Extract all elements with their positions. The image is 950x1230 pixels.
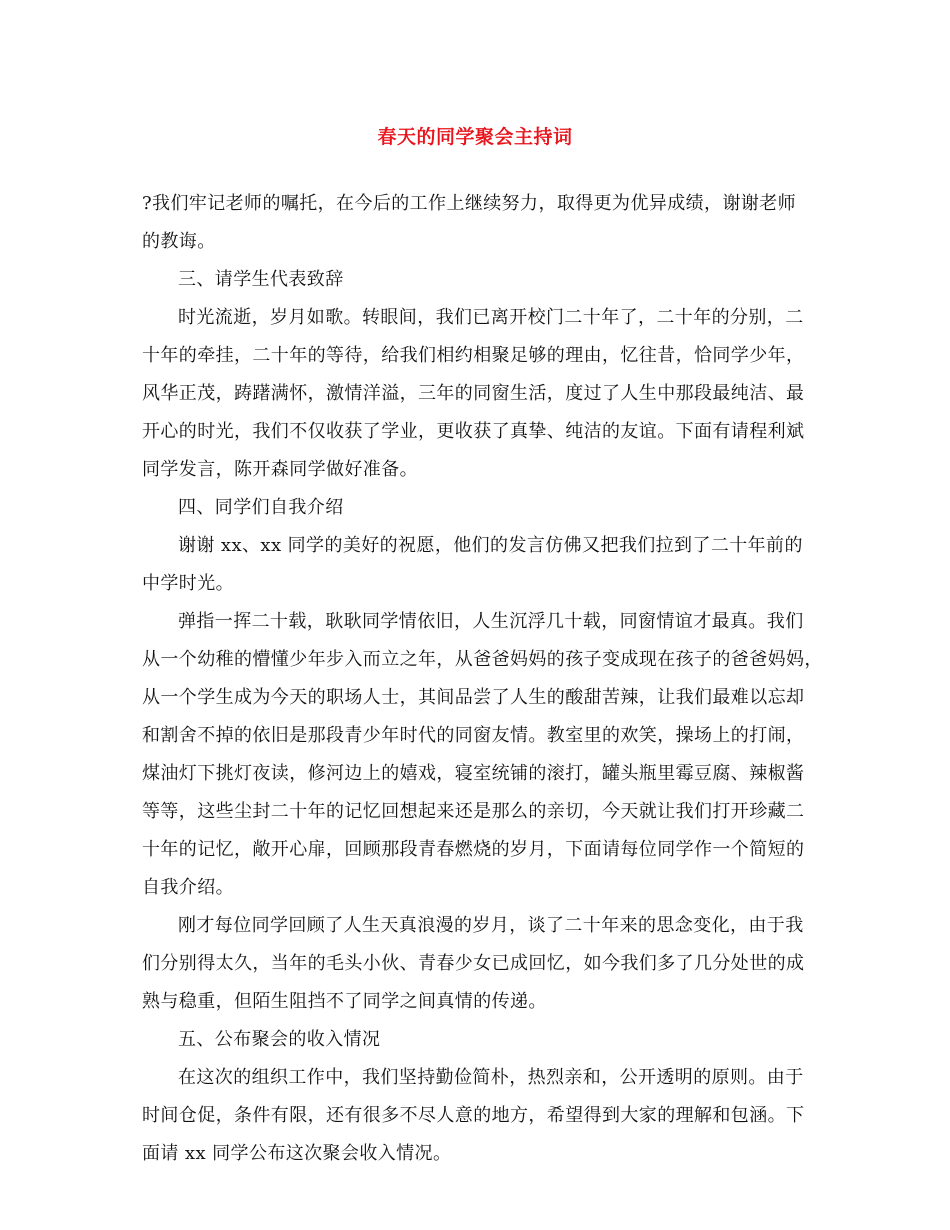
text-line: 时光流逝，岁月如歌。转眼间，我们已离开校门二十年了，二十年的分别，二	[178, 307, 804, 328]
text-line: 从一个学生成为今天的职场人士，其间品尝了人生的酸甜苦辣，让我们最难以忘却	[142, 687, 805, 708]
text-line: 们分别得太久，当年的毛头小伙、青春少女已成回忆，如今我们多了几分处世的成	[142, 953, 805, 974]
text-line: 中学时光。	[142, 573, 234, 594]
text-line: 熟与稳重，但陌生阻挡不了同学之间真情的传递。	[142, 991, 547, 1012]
document-title: 春天的同学聚会主持词	[377, 126, 573, 148]
text-line: 和割舍不掉的依旧是那段青少年时代的同窗友情。教室里的欢笑，操场上的打闹，	[142, 725, 805, 746]
text-line: 十年的记忆，敞开心扉，回顾那段青春燃烧的岁月，下面请每位同学作一个简短的	[142, 839, 805, 860]
text-line: 开心的时光，我们不仅收获了学业，更收获了真挚、纯洁的友谊。下面有请程利斌	[142, 421, 805, 442]
text-line: 煤油灯下挑灯夜读，修河边上的嬉戏，寝室统铺的滚打，罐头瓶里霉豆腐、辣椒酱	[142, 763, 805, 784]
text-line: 自我介绍。	[142, 877, 234, 898]
text-line: 的教诲。	[142, 231, 216, 252]
text-line: 十年的牵挂，二十年的等待，给我们相约相聚足够的理由，忆往昔，恰同学少年，	[142, 345, 805, 366]
text-line: 谢谢 xx、xx 同学的美好的祝愿，他们的发言仿佛又把我们拉到了二十年前的	[178, 535, 803, 556]
text-line: 时间仓促，条件有限，还有很多不尽人意的地方，希望得到大家的理解和包涵。下	[142, 1105, 805, 1126]
document-body	[142, 185, 823, 1173]
text-line: 四、同学们自我介绍	[178, 497, 344, 518]
text-line: 风华正茂，踌躇满怀，激情洋溢，三年的同窗生活，度过了人生中那段最纯洁、最	[142, 383, 805, 404]
text-line: 在这次的组织工作中，我们坚持勤俭简朴，热烈亲和，公开透明的原则。由于	[178, 1067, 804, 1088]
text-line: 同学发言，陈开森同学做好准备。	[142, 459, 418, 480]
text-line: ?我们牢记老师的嘱托，在今后的工作上继续努力，取得更为优异成绩，谢谢老师	[142, 193, 797, 214]
text-line: 弹指一挥二十载，耿耿同学情依旧，人生沉浮几十载，同窗情谊才最真。我们	[178, 611, 804, 632]
text-line: 等等，这些尘封二十年的记忆回想起来还是那么的亲切，今天就让我们打开珍藏二	[142, 801, 805, 822]
text-line: 从一个幼稚的懵懂少年步入而立之年，从爸爸妈妈的孩子变成现在孩子的爸爸妈妈，	[142, 649, 823, 670]
text-line: 面请 xx 同学公布这次聚会收入情况。	[142, 1143, 452, 1164]
text-line: 三、请学生代表致辞	[178, 269, 344, 290]
text-line: 五、公布聚会的收入情况	[178, 1029, 381, 1050]
text-line: 刚才每位同学回顾了人生天真浪漫的岁月，谈了二十年来的思念变化，由于我	[178, 915, 804, 936]
